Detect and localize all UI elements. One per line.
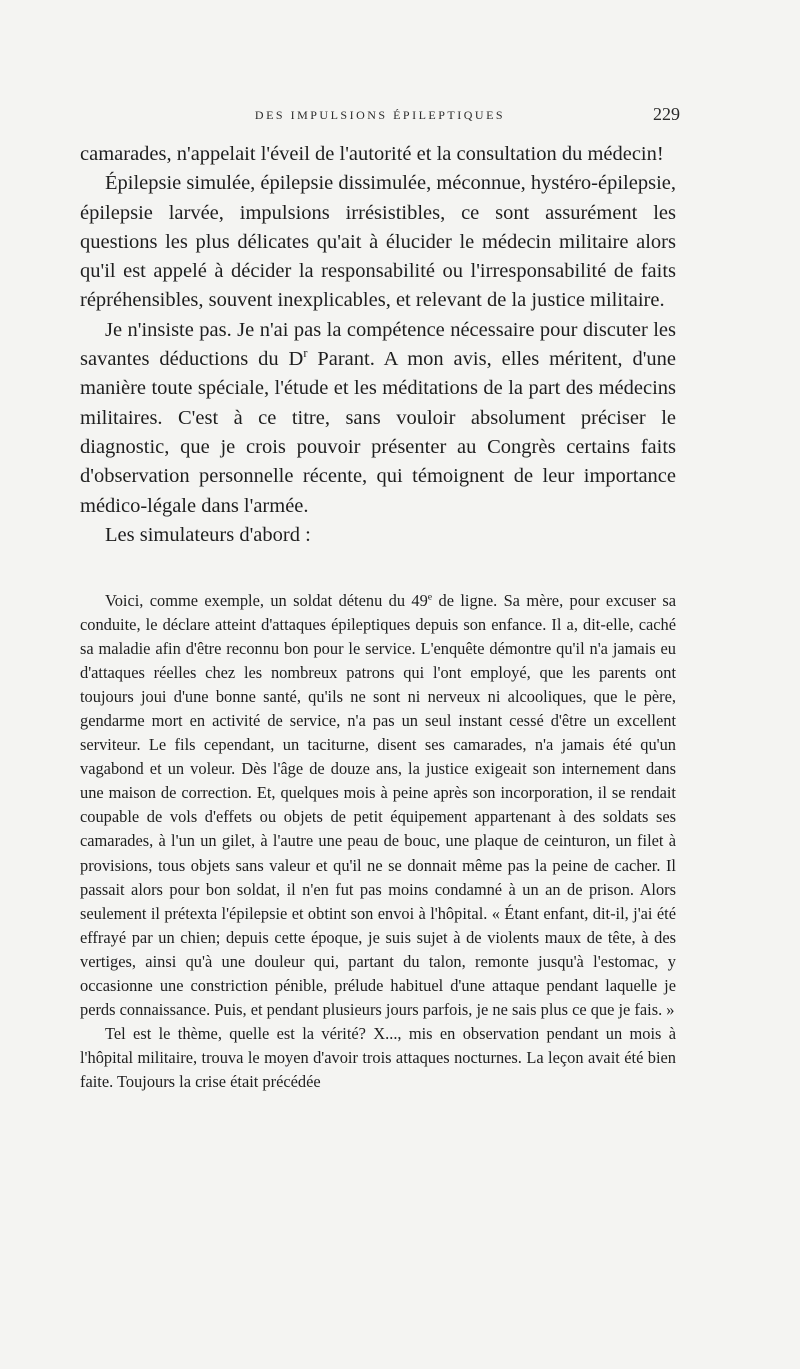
- paragraph: [80, 316, 676, 521]
- paragraph: Épilepsie simulée, épilepsie dissimulée, méconnue, hystéro-épilepsie, épilepsie larvée, impulsions irrésistibles, ce sont assurément les questions les plus délicates qu'ait à élucider le médecin militaire alors qu'il est appelé à décider la responsabilité ou l'irresponsabilité de faits répréhensibles, souvent inexplicables, et relevant de la justice militaire.: [80, 172, 676, 312]
- superscript: r: [303, 346, 308, 361]
- running-title: DES IMPULSIONS ÉPILEPTIQUES: [254, 108, 506, 122]
- paragraph: Les simulateurs d'abord :: [105, 523, 311, 546]
- page-header: [80, 104, 680, 128]
- page-number: 229: [653, 104, 680, 124]
- main-text: [80, 140, 676, 550]
- case-text: Voici, comme exemple, un soldat détenu du 49: [105, 591, 428, 610]
- case-text: de ligne. Sa mère, pour excuser sa conduite, le déclare atteint d'attaques épileptiques depuis son enfance. Il a, dit-elle, caché sa maladie afin d'être reconnu bon pour le service. L'enquête démontre qu'il n'a jamais eu d'attaques réelles chez les nombreux patrons qui l'ont employé, que les parents ont toujours joui d'une bonne santé, qu'ils ne sont ni nerveux ni alcooliques, que le père, gendarme mort en activité de service, n'a pas un seul instant cessé d'être un excellent serviteur. Le fils cependant, un taciturne, disent ses camarades, n'a jamais été qu'un vagabond et un voleur. Dès l'âge de douze ans, la justice exigeait son internement dans une maison de correction. Et, quelques mois à peine après son incorporation, il se rendait coupable de vols d'effets ou objets de petit équipement appartenant à des soldats ses camarades, à l'un un gilet, à l'autre une peau de bouc, une plaque de ceinturon, un filet à provisions, tous objets sans valeur et qu'il ne se donnait même pas la peine de cacher. Il passait alors pour bon soldat, il n'en fut pas moins condamné à un an de prison. Alors seulement il prétexta l'épilepsie et obtint son envoi à l'hôpital. « Étant enfant, dit-il, j'ai été effrayé par un chien; depuis cette époque, je suis sujet à de violents maux de tête, à des vertiges, ainsi qu'à une douleur qui, partant du talon, remonte jusqu'à l'estomac, y occasionne une constriction pénible, prélude habituel d'une attaque pendant laquelle je perds connaissance. Puis, et pendant plusieurs jours parfois, je ne sais plus ce que je fais. »: [80, 591, 676, 1019]
- paragraph-text: Parant. A mon avis, elles méritent, d'une manière toute spéciale, l'étude et les méditations de la part des médecins militaires. C'est à ce titre, sans vouloir absolument préciser le diagnostic, que je crois pouvoir présenter au Congrès certains faits d'observation personnelle récente, qui témoignent de leur importance médico-légale dans l'armée.: [80, 348, 676, 517]
- case-paragraph: [80, 589, 676, 1022]
- paragraph-text: Je n'insiste pas. Je n'ai pas la compétence nécessaire pour discuter les savantes déductions du D: [80, 318, 676, 371]
- case-paragraph: Tel est le thème, quelle est la vérité? X..., mis en observation pendant un mois à l'hôpital militaire, trouva le moyen d'avoir trois attaques nocturnes. La leçon avait été bien faite. Toujours la crise était précédée: [80, 1023, 676, 1091]
- case-report: [80, 589, 676, 1094]
- superscript: e: [427, 591, 433, 603]
- paragraph: camarades, n'appelait l'éveil de l'autorité et la consultation du médecin!: [80, 143, 664, 165]
